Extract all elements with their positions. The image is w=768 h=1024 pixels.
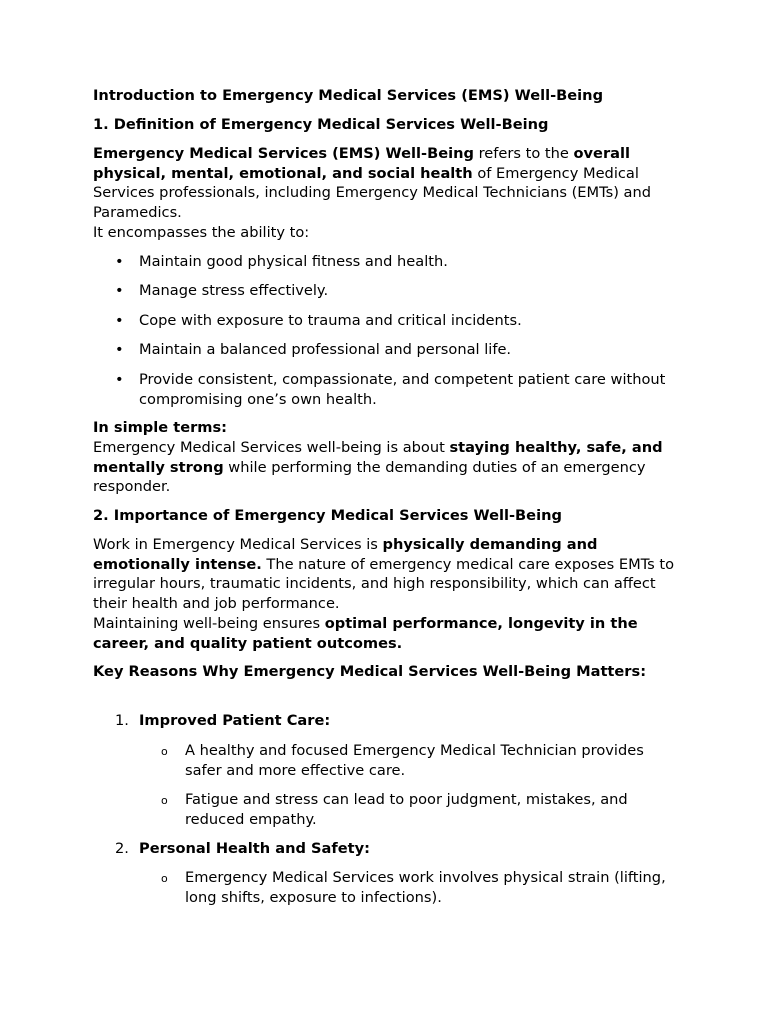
section-1-heading: 1. Definition of Emergency Medical Services Well-Being: [93, 116, 549, 133]
definition-term: Emergency Medical Services (EMS) Well-Being: [93, 145, 474, 162]
item-title: Improved Patient Care:: [139, 712, 331, 729]
simple-terms-paragraph: Emergency Medical Services well-being is about staying healthy, safe, and mentally strong while performing the demanding duties of an emergency responder.: [93, 439, 663, 496]
document-page: Introduction to Emergency Medical Services (EMS) Well-Being 1. Definition of Emergency Medical Services Well-Being Emergency Medical Services (EMS) Well-Being refers to the overall physical, mental, emotional, and social health of Emergency Medical Services professionals, including Emergency Medical Technicians (EMTs) and Paramedics. It encompasses the ability to: • Maintain good physical fitness and health. • Manage stress effectively. • Cope with exposure to trauma and critical incidents. • Maintain a balanced professional and personal life. • Provide consistent, compassionate, and competent patient care without compromising one’s own health. In simple terms: Emergency Medical Services well-being is about staying healthy, safe, and mentally strong while performing the demanding duties of an emergency responder. 2. Importance of Emergency Medical Services Well-Being Work in Emergency Medical Services is physically demanding and emotionally intense. The nature of emergency medical care exposes EMTs to irregular hours, traumatic incidents, and high responsibility, which can affect their health and job performance. Maintaining well-being ensures optimal performance, longevity in the career, and quality patient outcomes. Key Reasons Why Emergency Medical Services Well-Being Matters: 1. Improved Patient Care: o A healthy and focused Emergency Medical Technician provides safer and more effective care. o Fatigue and stress can lead to poor judgment, mistakes, and reduced empathy. 2. Personal Health and Safety: o Emergency Medical Services work involves physical strain (lifting, long shifts, exposure to infections).: [0, 0, 768, 1024]
bullet-icon: •: [115, 341, 124, 358]
key-reasons-heading: Key Reasons Why Emergency Medical Services Well-Being Matters:: [93, 663, 647, 680]
circle-bullet-icon: o: [161, 745, 168, 758]
bullet-icon: •: [115, 312, 124, 329]
importance-paragraph: Work in Emergency Medical Services is physically demanding and emotionally intense. The nature of emergency medical care exposes EMTs to irregular hours, traumatic incidents, and high responsibility, which can affect their health and job performance.: [93, 536, 675, 612]
section-2-heading: 2. Importance of Emergency Medical Services Well-Being: [93, 507, 562, 524]
item-number: 1.: [115, 712, 129, 729]
bullet-icon: •: [115, 253, 124, 270]
item-title: Personal Health and Safety:: [139, 840, 370, 857]
simple-terms-label: In simple terms:: [93, 419, 228, 436]
circle-bullet-icon: o: [161, 794, 168, 807]
encompasses-text: It encompasses the ability to:: [93, 224, 310, 241]
item-number: 2.: [115, 840, 129, 857]
definition-paragraph: Emergency Medical Services (EMS) Well-Being refers to the overall physical, mental, emotional, and social health of Emergency Medical Services professionals, including Emergency Medical Technicians (EMTs) and Paramedics.: [93, 145, 651, 221]
document-title: Introduction to Emergency Medical Services (EMS) Well-Being: [93, 87, 604, 104]
bullet-icon: •: [115, 371, 124, 388]
maintaining-paragraph: Maintaining well-being ensures optimal performance, longevity in the career, and quality patient outcomes.: [93, 615, 638, 652]
circle-bullet-icon: o: [161, 872, 168, 885]
bullet-icon: •: [115, 282, 124, 299]
